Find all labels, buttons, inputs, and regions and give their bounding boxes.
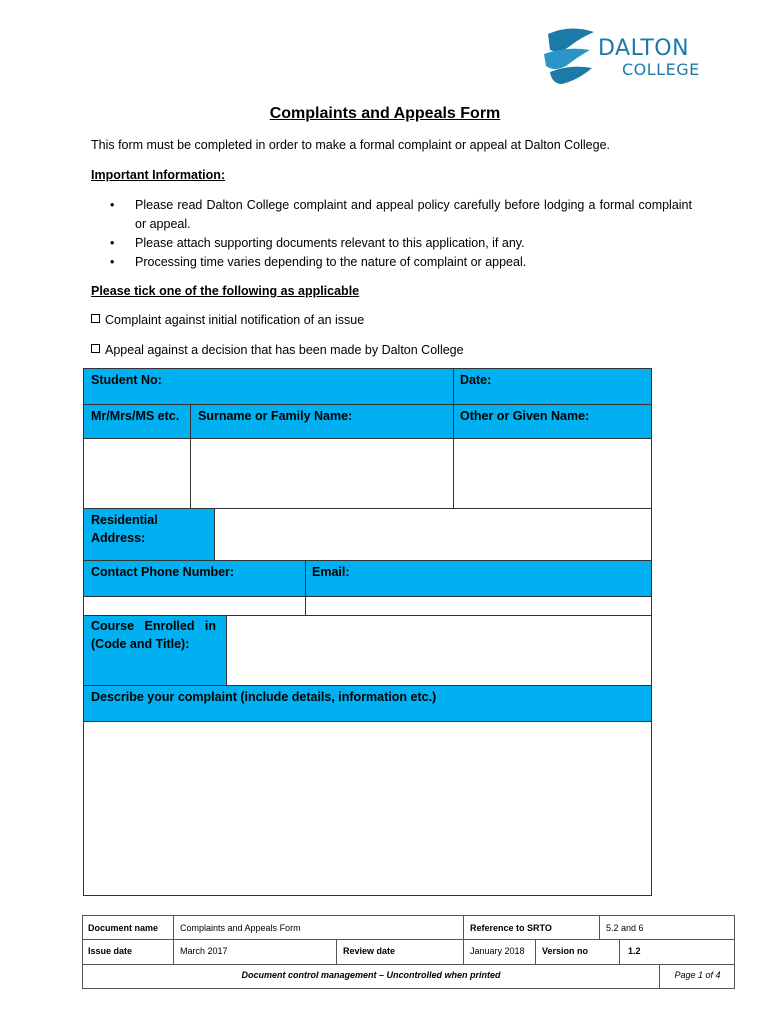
- document-control-table: [82, 915, 735, 989]
- email-label: Email:: [312, 565, 350, 579]
- issue-date-label: Issue date: [88, 946, 133, 956]
- logo-word-dalton: DALTON: [598, 36, 690, 61]
- bullet-text: Processing time varies depending to the nature of complaint or appeal.: [135, 255, 527, 269]
- phone-label: Contact Phone Number:: [91, 565, 235, 579]
- page-title: Complaints and Appeals Form: [269, 105, 501, 122]
- course-input[interactable]: [226, 615, 652, 686]
- describe-label: Describe your complaint (include details, information etc.): [91, 690, 437, 704]
- option-appeal-label: Appeal against a decision that has been made by Dalton College: [105, 343, 464, 357]
- phone-input[interactable]: [83, 596, 306, 616]
- title-input[interactable]: [83, 438, 191, 509]
- list-item: [110, 234, 692, 253]
- bullet-text: Please attach supporting documents relevant to this application, if any.: [135, 236, 525, 250]
- course-label: [91, 617, 216, 653]
- option-complaint-label: Complaint against initial notification of an issue: [105, 313, 365, 327]
- course-label-line1: Course Enrolled in: [91, 619, 217, 633]
- important-list: [110, 196, 692, 272]
- checkbox-appeal[interactable]: [91, 344, 100, 353]
- review-date-value: January 2018: [470, 946, 525, 956]
- tick-heading: Please tick one of the following as applicable: [91, 284, 360, 298]
- doc-name-value: Complaints and Appeals Form: [180, 923, 301, 933]
- reference-label: Reference to SRTO: [470, 923, 552, 933]
- complaint-textarea[interactable]: [83, 721, 652, 896]
- logo-swoosh-icon: [540, 24, 600, 88]
- reference-value: 5.2 and 6: [606, 923, 644, 933]
- surname-input[interactable]: [190, 438, 454, 509]
- list-item: [110, 253, 692, 272]
- page-number: Page 1 of 4: [674, 970, 721, 980]
- date-label: Date:: [460, 373, 492, 387]
- bullet-text: Please read Dalton College complaint and appeal policy carefully before lodging a formal complaint or appeal.: [135, 198, 692, 231]
- version-label: Version no: [542, 946, 589, 956]
- option-complaint[interactable]: [91, 313, 364, 327]
- checkbox-complaint[interactable]: [91, 314, 100, 323]
- important-heading: Important Information:: [91, 168, 226, 182]
- bullet-icon: •: [110, 198, 115, 212]
- doc-name-label: Document name: [88, 923, 159, 933]
- review-date-label: Review date: [343, 946, 396, 956]
- email-input[interactable]: [305, 596, 652, 616]
- logo-word-college: COLLEGE: [622, 60, 700, 79]
- address-label-line2: Address:: [91, 531, 146, 545]
- option-appeal[interactable]: [91, 343, 464, 357]
- bullet-icon: •: [110, 236, 115, 250]
- surname-label: Surname or Family Name:: [198, 409, 353, 423]
- bullet-icon: •: [110, 255, 115, 269]
- control-statement: Document control management – Uncontrolled when printed: [241, 970, 501, 980]
- given-name-input[interactable]: [453, 438, 652, 509]
- version-value: 1.2: [628, 946, 641, 956]
- issue-date-value: March 2017: [180, 946, 228, 956]
- address-input[interactable]: [214, 508, 652, 561]
- list-item: [110, 196, 692, 234]
- title-label: Mr/Mrs/MS etc.: [91, 409, 180, 423]
- address-label-line1: Residential: [91, 513, 158, 527]
- course-label-line2: (Code and Title):: [91, 637, 190, 651]
- intro-text: This form must be completed in order to make a formal complaint or appeal at Dalton College.: [91, 138, 610, 152]
- given-name-label: Other or Given Name:: [460, 409, 590, 423]
- student-no-label: Student No:: [91, 373, 162, 387]
- address-label: [91, 511, 158, 547]
- email-label-cell: [305, 560, 652, 597]
- dalton-college-logo: [540, 24, 700, 94]
